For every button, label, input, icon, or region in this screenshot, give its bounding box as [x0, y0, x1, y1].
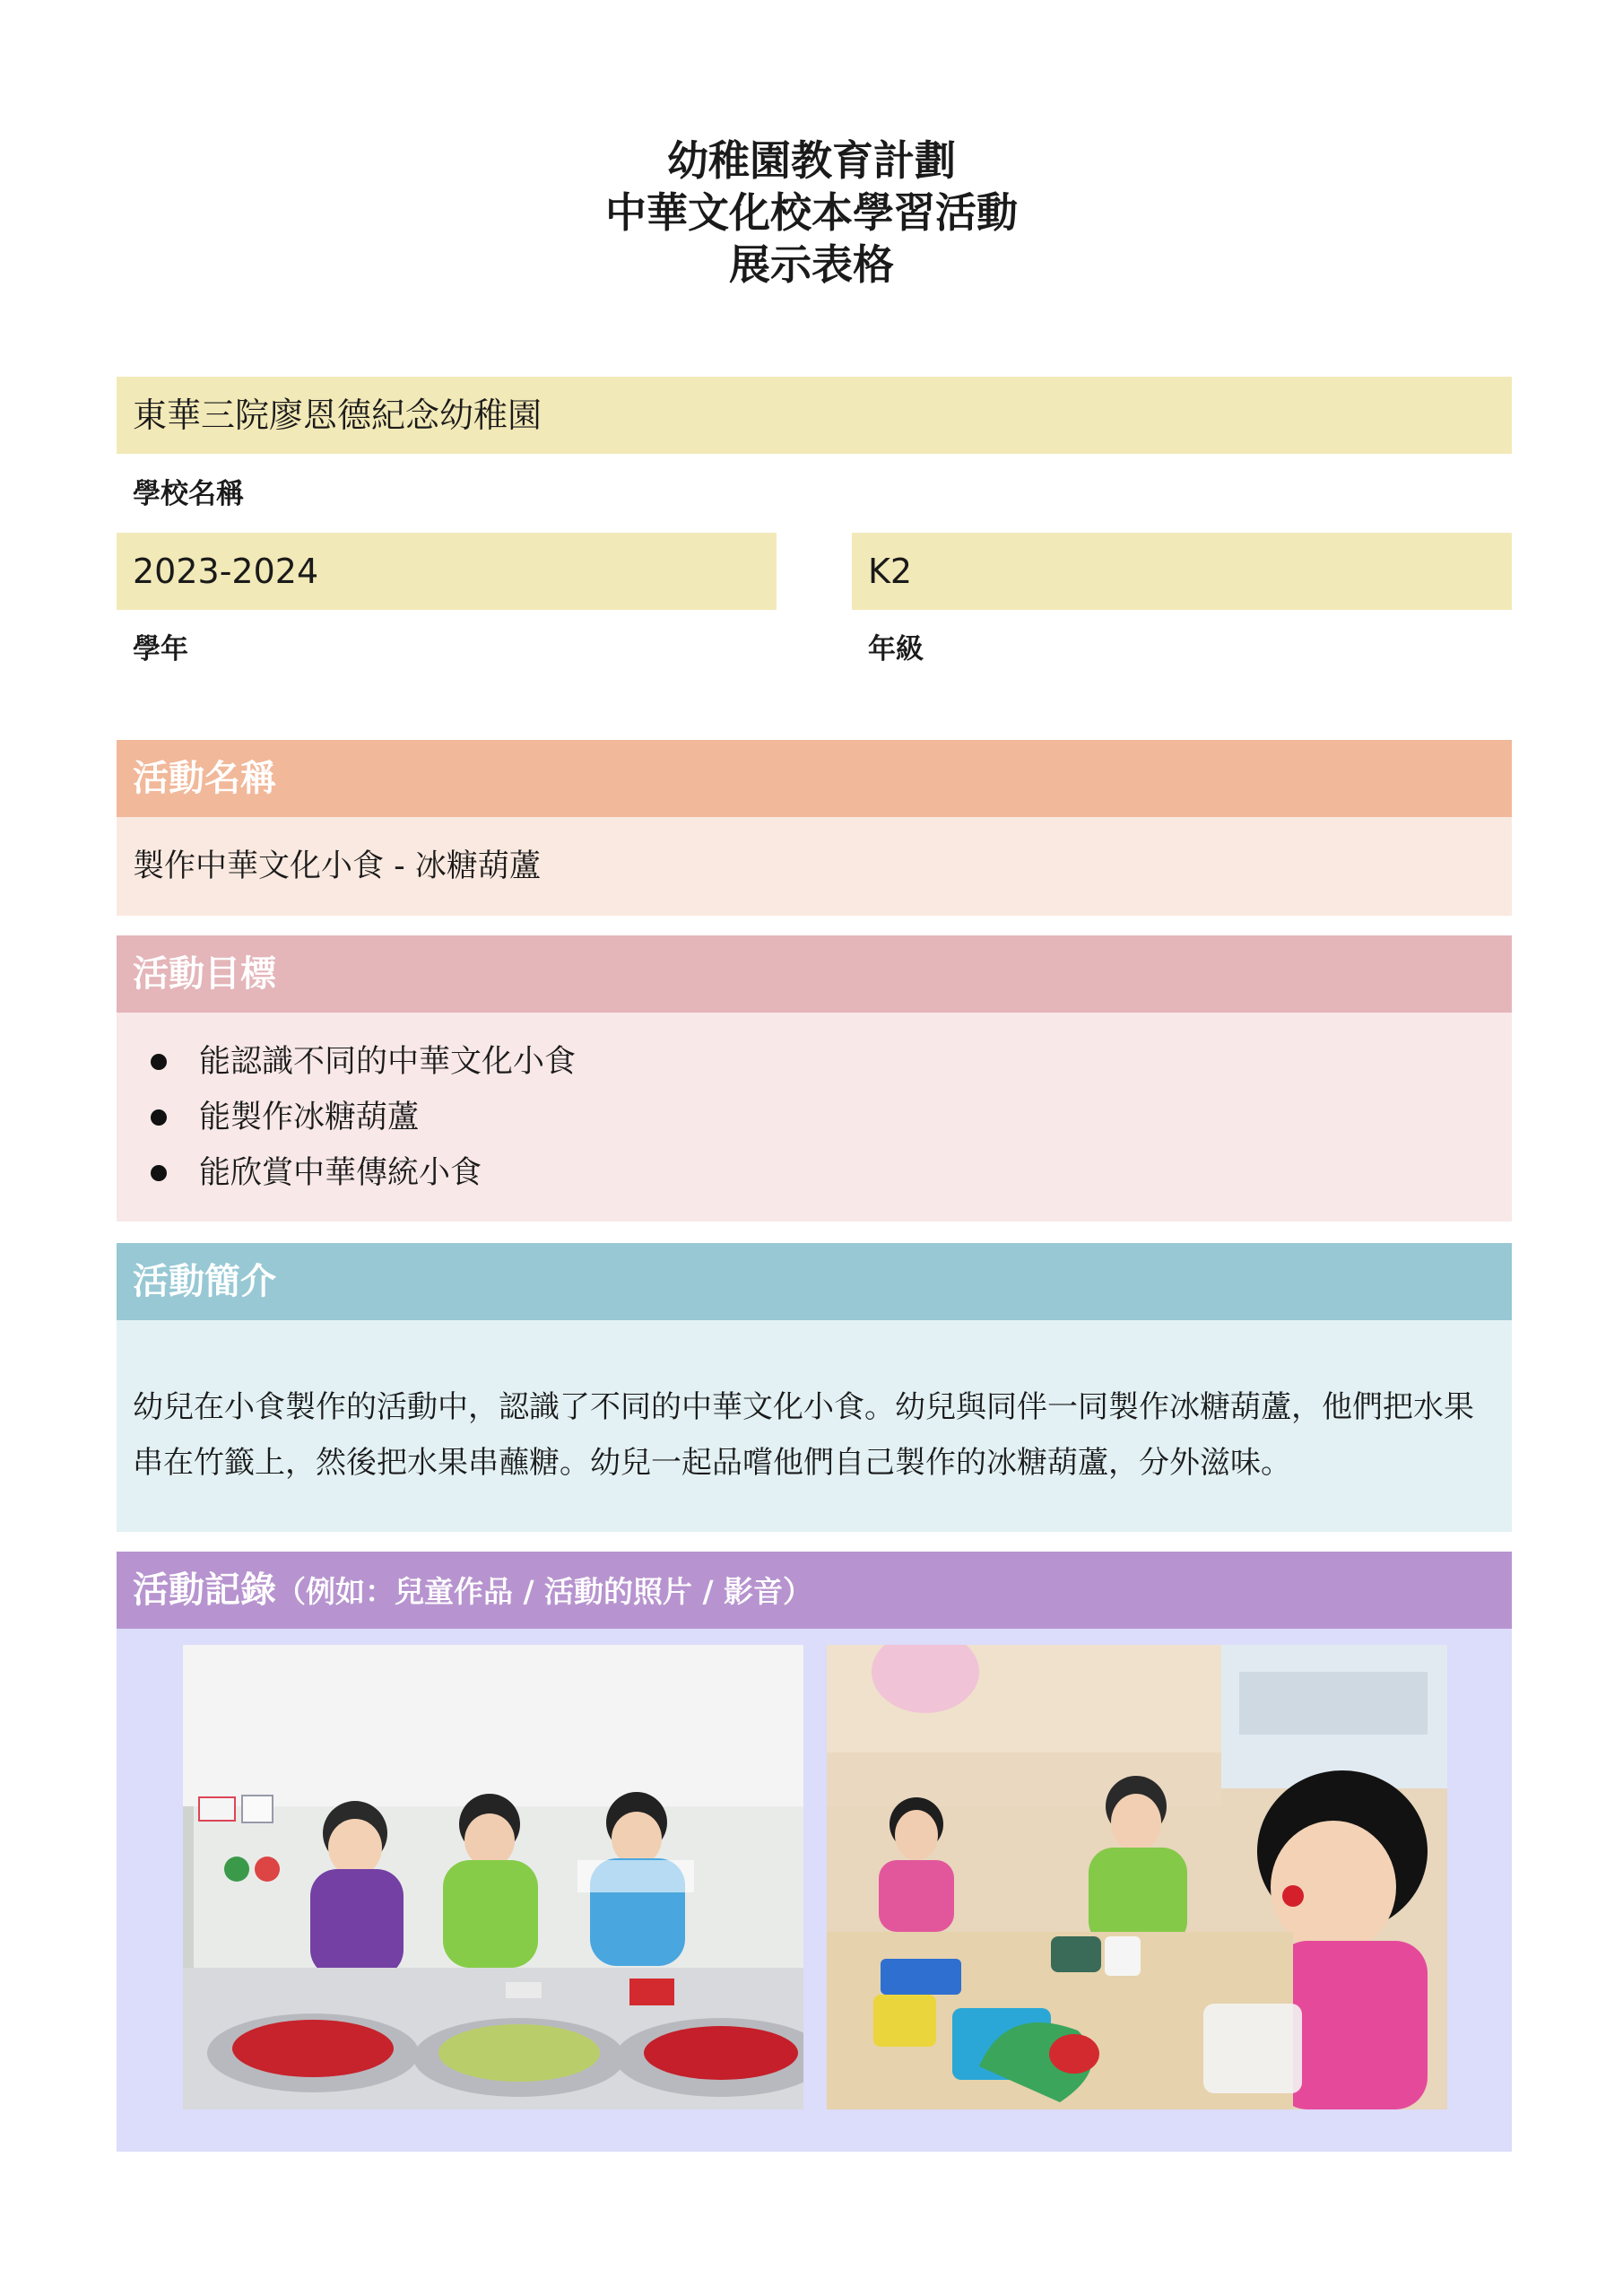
- grade-field: [852, 533, 1512, 610]
- intro-header: 活動簡介: [117, 1243, 1512, 1320]
- intro-body: [117, 1320, 1512, 1532]
- grade-value: K2: [868, 552, 913, 591]
- school-name-value: 東華三院廖恩德紀念幼稚園: [133, 396, 542, 435]
- objective-text: 能認識不同的中華文化小食: [199, 1044, 577, 1080]
- year-value: 2023-2024: [133, 552, 319, 591]
- title-line-3: 展示表格: [729, 240, 894, 289]
- school-name-label: 學校名稱: [133, 478, 244, 510]
- grade-label: 年級: [868, 633, 924, 665]
- activity-name-header: 活動名稱: [117, 740, 1512, 817]
- activity-name-body: [117, 817, 1512, 916]
- activity-name-value: 製作中華文化小食 - 冰糖葫蘆: [133, 848, 541, 884]
- photo-child-eating-tanghulu: [827, 1645, 1447, 2109]
- objective-text: 能製作冰糖葫蘆: [199, 1100, 420, 1135]
- objectives-header: 活動目標: [117, 935, 1512, 1013]
- objective-text: 能欣賞中華傳統小食: [199, 1155, 482, 1191]
- record-header: [117, 1552, 1512, 1629]
- record-header-title: 活動記錄: [133, 1570, 276, 1611]
- year-label: 學年: [133, 633, 188, 665]
- record-header-note: （例如：兒童作品 / 活動的照片 / 影音）: [276, 1574, 813, 1609]
- bullet-icon: [151, 1109, 167, 1126]
- photo-children-fruit-trays: [183, 1645, 803, 2109]
- record-body: [117, 1629, 1512, 2152]
- school-name-field: [117, 377, 1512, 454]
- bullet-icon: [151, 1054, 167, 1070]
- title-line-2: 中華文化校本學習活動: [605, 188, 1018, 237]
- title-line-1: 幼稚園教育計劃: [667, 136, 956, 185]
- objectives-body: [117, 1013, 1512, 1222]
- document-title: [0, 135, 1623, 291]
- year-field: [117, 533, 777, 610]
- intro-text: 幼兒在小食製作的活動中，認識了不同的中華文化小食。幼兒與同伴一同製作冰糖葫蘆，他們把水果串在竹籤上，然後把水果串蘸糖。幼兒一起品嚐他們自己製作的冰糖葫蘆，分外滋味。: [133, 1389, 1474, 1481]
- bullet-icon: [151, 1165, 167, 1181]
